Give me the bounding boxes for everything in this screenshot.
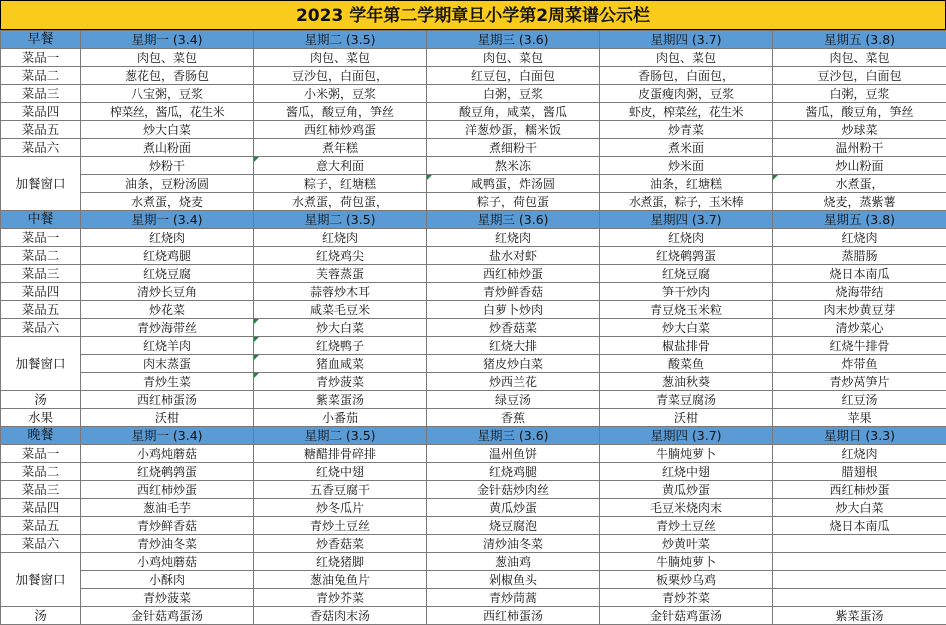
day-header: 星期二 (3.5)	[254, 427, 427, 445]
row-label: 水果	[1, 409, 81, 427]
day-header: 星期一 (3.4)	[81, 31, 254, 49]
row-label: 菜品四	[1, 283, 81, 301]
table-row	[1, 571, 946, 589]
dish-cell: 小米粥，豆浆	[254, 85, 427, 103]
table-row	[1, 337, 946, 355]
day-header: 星期二 (3.5)	[254, 31, 427, 49]
dish-cell: 红烧中翅	[254, 463, 427, 481]
dish-cell: 毛豆米烧肉末	[600, 499, 773, 517]
dish-cell: 烧海带结	[773, 283, 946, 301]
dish-cell: 红烧肉	[773, 445, 946, 463]
row-label: 菜品六	[1, 139, 81, 157]
dish-cell	[773, 589, 946, 607]
dish-cell: 盐水对虾	[427, 247, 600, 265]
dish-cell: 油条，红塘糕	[600, 175, 773, 193]
table-row	[1, 247, 946, 265]
dish-cell: 青炒油冬菜	[81, 535, 254, 553]
dish-cell: 清炒长豆角	[81, 283, 254, 301]
table-row	[1, 481, 946, 499]
row-label: 菜品五	[1, 301, 81, 319]
dish-cell: 青炒鲜香菇	[81, 517, 254, 535]
dish-cell: 烧麦，蒸紫薯	[773, 193, 946, 211]
dish-cell: 金针菇炒肉丝	[427, 481, 600, 499]
dish-cell: 煮山粉面	[81, 139, 254, 157]
table-row	[1, 391, 946, 409]
dish-cell: 葱油鸡	[427, 553, 600, 571]
dish-cell: 青炒土豆丝	[254, 517, 427, 535]
dish-cell: 紫菜蛋汤	[254, 391, 427, 409]
dish-cell: 烧日本南瓜	[773, 265, 946, 283]
dish-cell: 炸带鱼	[773, 355, 946, 373]
dish-cell: 紫菜蛋汤	[773, 607, 946, 625]
dish-cell: 皮蛋瘦肉粥，豆浆	[600, 85, 773, 103]
dish-cell: 温州粉干	[773, 139, 946, 157]
table-row	[1, 157, 946, 175]
row-label: 菜品三	[1, 85, 81, 103]
dish-cell: 红烧鸡腿	[81, 247, 254, 265]
table-row	[1, 607, 946, 625]
dish-cell: 油条，豆粉汤圆	[81, 175, 254, 193]
dish-cell: 红烧大排	[427, 337, 600, 355]
dish-cell: 青炒鲜香菇	[427, 283, 600, 301]
row-label: 菜品五	[1, 121, 81, 139]
dish-cell: 肉包、菜包	[773, 49, 946, 67]
table-row	[1, 535, 946, 553]
dish-cell: 炒大白菜	[81, 121, 254, 139]
dish-cell: 炒大白菜	[254, 319, 427, 337]
dish-cell: 青菜豆腐汤	[600, 391, 773, 409]
meal-label: 早餐	[1, 31, 81, 49]
dish-cell: 意大利面	[254, 157, 427, 175]
dish-cell: 黄瓜炒蛋	[600, 481, 773, 499]
dish-cell: 红烧肉	[254, 229, 427, 247]
dish-cell: 酱瓜，酸豆角，笋丝	[254, 103, 427, 121]
dish-cell: 炒粉干	[81, 157, 254, 175]
dish-cell: 红烧猪脚	[254, 553, 427, 571]
dish-cell: 炒香菇菜	[254, 535, 427, 553]
dish-cell: 红烧豆腐	[600, 265, 773, 283]
dish-cell: 西红柿炒鸡蛋	[254, 121, 427, 139]
meal-label: 中餐	[1, 211, 81, 229]
dish-cell: 青炒土豆丝	[600, 517, 773, 535]
dish-cell: 牛腩炖萝卜	[600, 553, 773, 571]
dish-cell: 洋葱炒蛋，糯米饭	[427, 121, 600, 139]
extra-window-label: 加餐窗口	[1, 337, 81, 391]
dish-cell: 炒花菜	[81, 301, 254, 319]
day-header: 星期四 (3.7)	[600, 31, 773, 49]
dish-cell: 粽子，红塘糕	[254, 175, 427, 193]
dish-cell: 葱油毛芋	[81, 499, 254, 517]
dish-cell: 小鸡炖蘑菇	[81, 553, 254, 571]
row-label: 菜品三	[1, 265, 81, 283]
dish-cell: 咸菜毛豆米	[254, 301, 427, 319]
dish-cell: 红烧鸭子	[254, 337, 427, 355]
dish-cell: 榨菜丝，酱瓜，花生米	[81, 103, 254, 121]
table-row	[1, 409, 946, 427]
dish-cell: 青豆烧玉米粒	[600, 301, 773, 319]
dish-cell: 肉末炒黄豆芽	[773, 301, 946, 319]
dish-cell: 金针菇鸡蛋汤	[600, 607, 773, 625]
dish-cell: 绿豆汤	[427, 391, 600, 409]
dish-cell: 粽子，荷包蛋	[427, 193, 600, 211]
table-row	[1, 301, 946, 319]
dish-cell: 葱花包，香肠包	[81, 67, 254, 85]
dish-cell: 香蕉	[427, 409, 600, 427]
meal-label: 晚餐	[1, 427, 81, 445]
dish-cell: 芙蓉蒸蛋	[254, 265, 427, 283]
day-header: 星期二 (3.5)	[254, 211, 427, 229]
dish-cell: 香肠包，白面包，	[600, 67, 773, 85]
table-row	[1, 85, 946, 103]
dish-cell: 烧日本南瓜	[773, 517, 946, 535]
table-row	[1, 445, 946, 463]
dish-cell: 豆沙包，白面包	[773, 67, 946, 85]
dish-cell: 红烧肉	[81, 229, 254, 247]
dish-cell: 青炒菠菜	[81, 589, 254, 607]
table-row	[1, 355, 946, 373]
table-row	[1, 139, 946, 157]
row-label: 菜品一	[1, 49, 81, 67]
dish-cell: 黄瓜炒蛋	[427, 499, 600, 517]
dish-cell: 小番茄	[254, 409, 427, 427]
table-row	[1, 49, 946, 67]
day-header: 星期五 (3.8)	[773, 211, 946, 229]
table-row	[1, 67, 946, 85]
table-row	[1, 229, 946, 247]
table-row	[1, 517, 946, 535]
dish-cell: 椒盐排骨	[600, 337, 773, 355]
page-title: 2023 学年第二学期章旦小学第2周菜谱公示栏	[0, 0, 946, 30]
dish-cell: 咸鸭蛋，炸汤圆	[427, 175, 600, 193]
dish-cell: 糖醋排骨碎排	[254, 445, 427, 463]
dish-cell: 青炒茼蒿	[427, 589, 600, 607]
table-row	[1, 373, 946, 391]
dish-cell: 猪皮炒白菜	[427, 355, 600, 373]
dish-cell: 青炒生菜	[81, 373, 254, 391]
dish-cell: 青炒莴笋片	[773, 373, 946, 391]
day-header: 星期一 (3.4)	[81, 427, 254, 445]
dish-cell: 红烧牛排骨	[773, 337, 946, 355]
dish-cell: 红烧肉	[600, 229, 773, 247]
dish-cell: 小酥肉	[81, 571, 254, 589]
dish-cell: 笋干炒肉	[600, 283, 773, 301]
table-row	[1, 589, 946, 607]
dish-cell: 熬米冻	[427, 157, 600, 175]
dish-cell: 蒜蓉炒木耳	[254, 283, 427, 301]
dish-cell: 红烧豆腐	[81, 265, 254, 283]
table-row	[1, 103, 946, 121]
dish-cell: 猪血咸菜	[254, 355, 427, 373]
dish-cell: 肉包、菜包	[254, 49, 427, 67]
dish-cell: 虾皮，榨菜丝，花生米	[600, 103, 773, 121]
dish-cell: 炒黄叶菜	[600, 535, 773, 553]
dish-cell: 清炒油冬菜	[427, 535, 600, 553]
dish-cell	[773, 535, 946, 553]
day-header: 星期三 (3.6)	[427, 211, 600, 229]
dish-cell: 苹果	[773, 409, 946, 427]
dish-cell: 酸豆角，咸菜，酱瓜	[427, 103, 600, 121]
row-label: 菜品一	[1, 445, 81, 463]
dish-cell: 炒香菇菜	[427, 319, 600, 337]
dish-cell: 白粥，豆浆	[427, 85, 600, 103]
row-label: 菜品四	[1, 103, 81, 121]
dish-cell: 剁椒鱼头	[427, 571, 600, 589]
dish-cell: 烧豆腐泡	[427, 517, 600, 535]
dish-cell: 香菇肉末汤	[254, 607, 427, 625]
dish-cell: 沃柑	[81, 409, 254, 427]
dish-cell: 炒山粉面	[773, 157, 946, 175]
dish-cell: 酱瓜，酸豆角，笋丝	[773, 103, 946, 121]
day-header: 星期三 (3.6)	[427, 31, 600, 49]
dish-cell: 葱油秋葵	[600, 373, 773, 391]
dish-cell: 红烧羊肉	[81, 337, 254, 355]
dish-cell: 红烧鸡腿	[427, 463, 600, 481]
table-row	[1, 175, 946, 193]
dish-cell: 红烧鹌鹑蛋	[600, 247, 773, 265]
dish-cell: 炒冬瓜片	[254, 499, 427, 517]
dish-cell: 蒸腊肠	[773, 247, 946, 265]
menu-table	[0, 30, 946, 625]
section-header-dinner	[1, 427, 946, 445]
dish-cell: 腊翅根	[773, 463, 946, 481]
dish-cell: 肉末蒸蛋	[81, 355, 254, 373]
row-label: 菜品二	[1, 247, 81, 265]
dish-cell: 肉包、菜包	[81, 49, 254, 67]
table-row	[1, 121, 946, 139]
dish-cell: 清炒菜心	[773, 319, 946, 337]
row-label: 菜品二	[1, 463, 81, 481]
dish-cell: 酸菜鱼	[600, 355, 773, 373]
dish-cell: 水煮蛋，粽子，玉米棒	[600, 193, 773, 211]
dish-cell: 青炒海带丝	[81, 319, 254, 337]
dish-cell: 金针菇鸡蛋汤	[81, 607, 254, 625]
table-row	[1, 463, 946, 481]
dish-cell: 小鸡炖蘑菇	[81, 445, 254, 463]
dish-cell: 五香豆腐干	[254, 481, 427, 499]
dish-cell: 红烧肉	[427, 229, 600, 247]
dish-cell: 炒青菜	[600, 121, 773, 139]
dish-cell: 红烧鹌鹑蛋	[81, 463, 254, 481]
dish-cell: 青炒菠菜	[254, 373, 427, 391]
row-label: 菜品六	[1, 319, 81, 337]
row-label: 汤	[1, 391, 81, 409]
row-label: 菜品六	[1, 535, 81, 553]
dish-cell: 水煮蛋，荷包蛋，	[254, 193, 427, 211]
dish-cell: 煮米面	[600, 139, 773, 157]
dish-cell: 炒大白菜	[600, 319, 773, 337]
dish-cell: 温州鱼饼	[427, 445, 600, 463]
dish-cell: 肉包、菜包	[600, 49, 773, 67]
dish-cell: 炒西兰花	[427, 373, 600, 391]
dish-cell: 板栗炒乌鸡	[600, 571, 773, 589]
dish-cell: 沃柑	[600, 409, 773, 427]
dish-cell	[773, 571, 946, 589]
day-header: 星期五 (3.8)	[773, 31, 946, 49]
dish-cell: 肉包、菜包	[427, 49, 600, 67]
day-header: 星期日 (3.3)	[773, 427, 946, 445]
dish-cell: 西红柿蛋汤	[81, 391, 254, 409]
row-label: 菜品一	[1, 229, 81, 247]
row-label: 菜品四	[1, 499, 81, 517]
table-row	[1, 499, 946, 517]
extra-window-label: 加餐窗口	[1, 553, 81, 607]
table-row	[1, 193, 946, 211]
day-header: 星期四 (3.7)	[600, 211, 773, 229]
dish-cell: 白萝卜炒肉	[427, 301, 600, 319]
row-label: 菜品二	[1, 67, 81, 85]
day-header: 星期四 (3.7)	[600, 427, 773, 445]
dish-cell: 葱油兔鱼片	[254, 571, 427, 589]
dish-cell: 红烧中翅	[600, 463, 773, 481]
extra-window-label: 加餐窗口	[1, 157, 81, 211]
row-label: 汤	[1, 607, 81, 625]
day-header: 星期一 (3.4)	[81, 211, 254, 229]
dish-cell: 炒米面	[600, 157, 773, 175]
dish-cell: 煮细粉干	[427, 139, 600, 157]
dish-cell: 炒大白菜	[773, 499, 946, 517]
dish-cell: 八宝粥，豆浆	[81, 85, 254, 103]
dish-cell: 红烧肉	[773, 229, 946, 247]
dish-cell: 青炒芥菜	[600, 589, 773, 607]
day-header: 星期三 (3.6)	[427, 427, 600, 445]
dish-cell: 西红柿炒蛋	[427, 265, 600, 283]
dish-cell: 红豆包，白面包	[427, 67, 600, 85]
dish-cell: 白粥，豆浆	[773, 85, 946, 103]
dish-cell: 红烧鸡尖	[254, 247, 427, 265]
dish-cell: 红豆汤	[773, 391, 946, 409]
dish-cell: 炒球菜	[773, 121, 946, 139]
dish-cell	[773, 553, 946, 571]
dish-cell: 水煮蛋，烧麦	[81, 193, 254, 211]
table-row	[1, 319, 946, 337]
row-label: 菜品五	[1, 517, 81, 535]
dish-cell: 西红柿蛋汤	[427, 607, 600, 625]
table-row	[1, 553, 946, 571]
dish-cell: 豆沙包，白面包，	[254, 67, 427, 85]
table-row	[1, 283, 946, 301]
dish-cell: 西红柿炒蛋	[773, 481, 946, 499]
dish-cell: 煮年糕	[254, 139, 427, 157]
dish-cell: 青炒芥菜	[254, 589, 427, 607]
row-label: 菜品三	[1, 481, 81, 499]
section-header-lunch	[1, 211, 946, 229]
dish-cell: 水煮蛋，	[773, 175, 946, 193]
table-row	[1, 265, 946, 283]
dish-cell: 牛腩炖萝卜	[600, 445, 773, 463]
dish-cell: 西红柿炒蛋	[81, 481, 254, 499]
section-header-breakfast	[1, 31, 946, 49]
